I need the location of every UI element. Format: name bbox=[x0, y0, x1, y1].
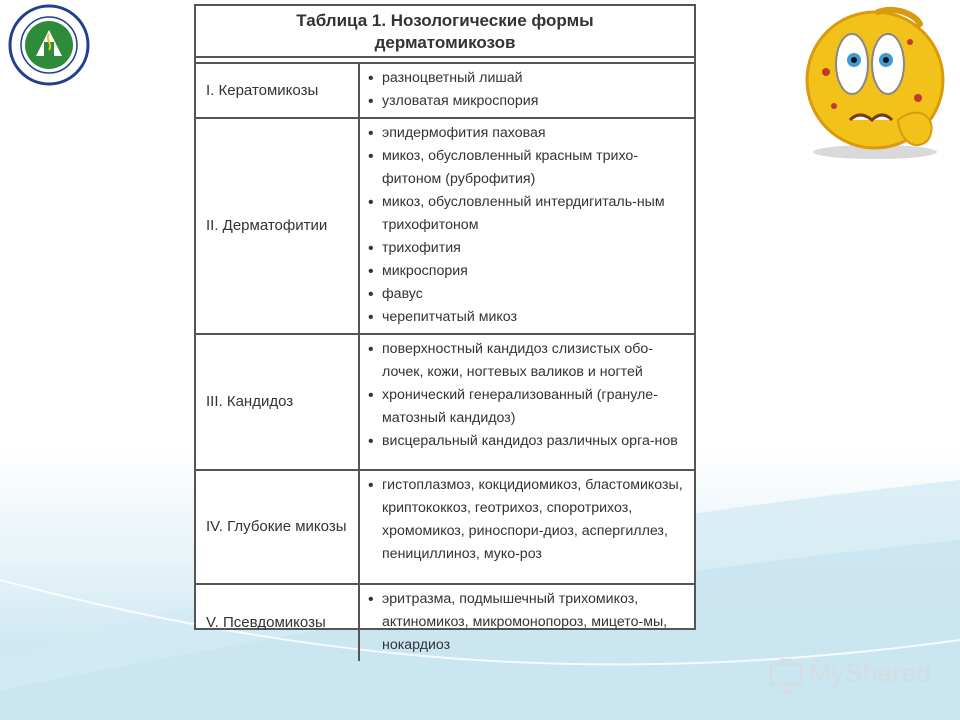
list-item: • узловатая микроспория bbox=[366, 90, 688, 113]
row-category: I. Кератомикозы bbox=[196, 64, 359, 118]
row-items bbox=[359, 470, 694, 584]
row-items bbox=[359, 334, 694, 470]
watermark-text: MyShared bbox=[809, 658, 932, 688]
list-item: • трихофития bbox=[366, 237, 688, 260]
table-row bbox=[196, 64, 694, 118]
list-item: • фавус bbox=[366, 283, 688, 306]
row-items bbox=[359, 118, 694, 334]
list-item: • эпидермофития паховая bbox=[366, 122, 688, 145]
list-item: • гистоплазмоз, кокцидиомикоз, бластомикозы, криптококкоз, геотрихоз, споротрихоз, хромомикоз, риноспори-диоз, аспергиллез, пенициллиноз, муко-роз bbox=[366, 474, 688, 566]
list-item: • микроспория bbox=[366, 260, 688, 283]
worried-smiley-icon bbox=[800, 2, 950, 162]
row-category bbox=[196, 470, 359, 584]
nosology-table bbox=[194, 4, 696, 653]
list-item: • поверхностный кандидоз слизистых обо-лочек, кожи, ногтевых валиков и ногтей bbox=[366, 338, 688, 384]
table-row bbox=[196, 470, 694, 584]
table-title bbox=[196, 6, 694, 58]
list-item: • черепитчатый микоз bbox=[366, 306, 688, 329]
table-title-line2: дерматомикозов bbox=[374, 33, 516, 52]
row-category: III. Кандидоз bbox=[196, 334, 359, 470]
list-item: • разноцветный лишай bbox=[366, 67, 688, 90]
table-title-line1: Таблица 1. Нозологические формы bbox=[296, 11, 594, 30]
list-item: • хронический генерализованный (грануле-матозный кандидоз) bbox=[366, 384, 688, 430]
row-category: II. Дерматофитии bbox=[196, 118, 359, 334]
clinic-logo-icon bbox=[8, 4, 90, 86]
table-body bbox=[196, 64, 694, 661]
table-row bbox=[196, 334, 694, 470]
presentation-icon bbox=[768, 658, 804, 694]
row-items bbox=[359, 584, 694, 661]
row-items bbox=[359, 64, 694, 118]
list-item: • микоз, обусловленный красным трихо-фитоном (руброфития) bbox=[366, 145, 688, 191]
table-row bbox=[196, 118, 694, 334]
list-item: • микоз, обусловленный интердигиталь-ным трихофитоном bbox=[366, 191, 688, 237]
list-item: • висцеральный кандидоз различных орга-нов bbox=[366, 430, 688, 453]
watermark bbox=[768, 656, 943, 696]
row-category: V. Псевдомикозы bbox=[196, 584, 359, 661]
row-category-label: IV. Глубокие микозы bbox=[206, 518, 347, 535]
list-item: • эритразма, подмышечный трихомикоз, актиномикоз, микромонопороз, мицето-мы, нокардиоз bbox=[366, 588, 688, 657]
table-row bbox=[196, 584, 694, 661]
